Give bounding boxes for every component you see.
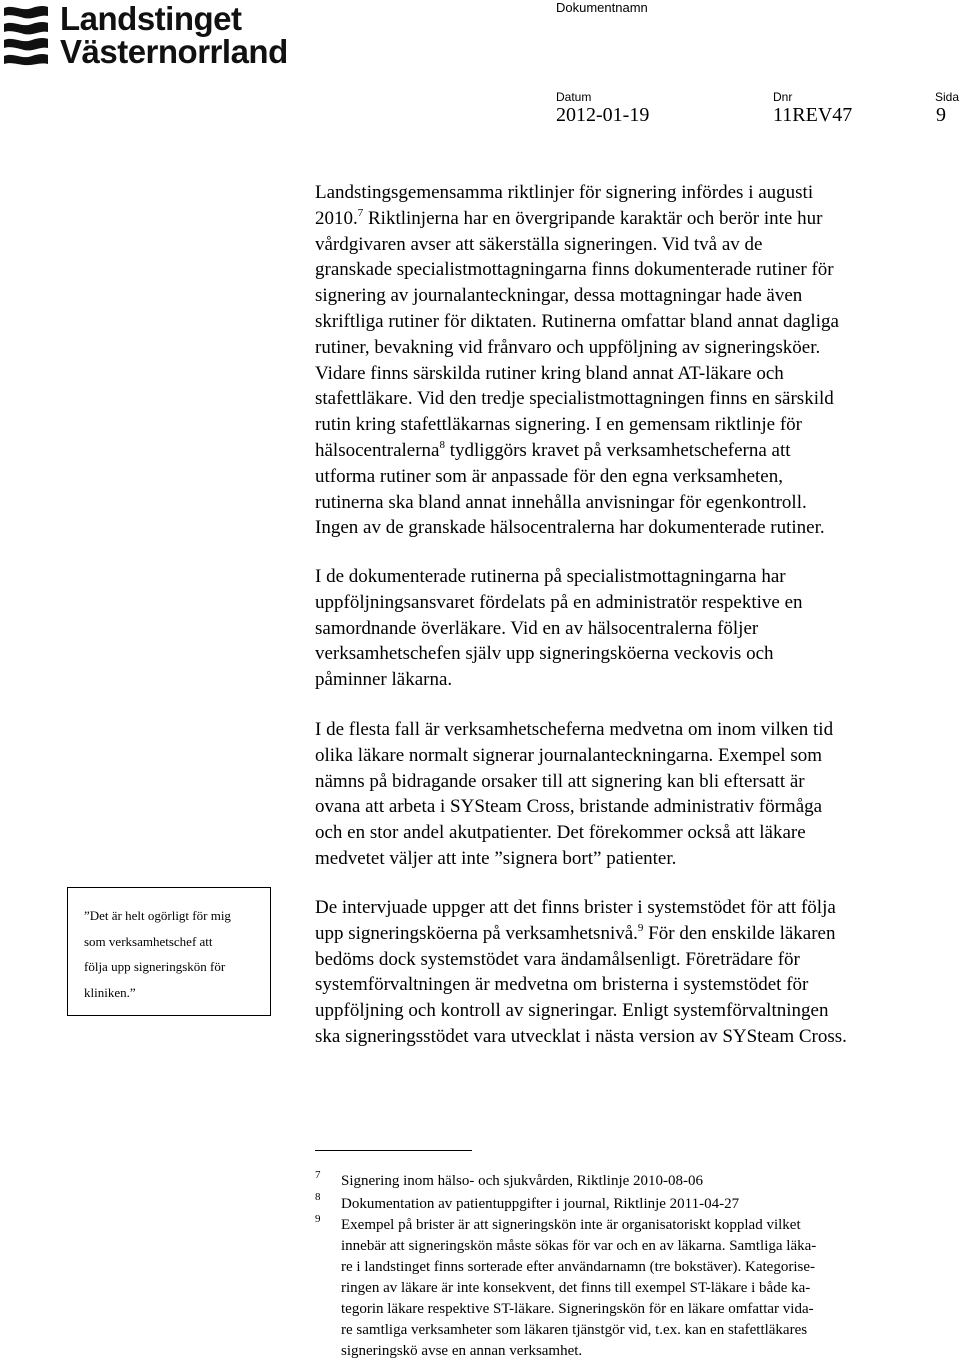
footnote-line: re samtliga verksamheter som läkaren tjänstgör vid, t.ex. kan en stafettläkares (341, 1322, 808, 1338)
footnote-8 (341, 1194, 931, 1215)
text-line: verksamhetschefen själv upp signeringsköerna veckovis och (315, 643, 774, 665)
text-line: vårdgivaren avser att säkerställa signeringen. Vid två av de (315, 233, 763, 255)
text-line: stafettläkare. Vid den tredje specialistmottagningen finns en särskild (315, 388, 834, 410)
text-line: signering av journalanteckningar, dessa mottagningar hade även (315, 285, 803, 307)
footnote-line: Signering inom hälso- och sjukvården, Riktlinje 2010-08-06 (341, 1173, 704, 1189)
text-line: I de flesta fall är verksamhetscheferna medvetna om inom vilken tid (315, 719, 834, 740)
page-label: Sida (935, 90, 960, 104)
quote-line: som verksamhetschef att (84, 933, 213, 949)
text-line: nämns på bidragande orsaker till att signering kan bli eftersatt är (315, 770, 805, 792)
footnote-9 (341, 1215, 931, 1362)
date-value: 2012-01-19 (556, 104, 650, 126)
footnote-line: Dokumentation av patientuppgifter i journal, Riktlinje 2011-04-27 (341, 1196, 740, 1212)
text-line: Landstingsgemensamma riktlinjer för signering infördes i augusti (315, 182, 814, 203)
text-line: och en stor andel akutpatienter. Det förekommer också att läkare (315, 822, 806, 844)
footnote-line: Exempel på brister är att signeringskön inte är organisatoriskt kopplad vilket (341, 1217, 801, 1233)
footnote-7 (341, 1171, 931, 1192)
text-line: rutinerna ska bland annat innehålla anvisningar för egenkontroll. (315, 491, 807, 513)
text-line: De intervjuade uppger att det finns brister i systemstödet för att följa (315, 897, 836, 918)
quote-line: ”Det är helt ogörligt för mig (84, 908, 231, 923)
text-line: I de dokumenterade rutinerna på specialistmottagningarna har (315, 566, 786, 587)
text-line: systemförvaltningen är medvetna om bristerna i systemstödet för (315, 974, 809, 996)
logo-wordmark (60, 2, 288, 68)
text-line: utforma rutiner som är anpassade för den egna verksamheten, (315, 465, 783, 487)
quote-line: kliniken.” (84, 984, 136, 1000)
logo-line-1: Landstinget (60, 0, 242, 37)
text-line: 2010.$^7$ Riktlinjerna har en övergripande karaktär och berör inte hur (315, 206, 823, 229)
paragraph-signing-delays (315, 717, 935, 872)
quote-line: följa upp signeringskön för (84, 959, 226, 974)
landstinget-logo-icon (2, 4, 50, 66)
text-line: granskade specialistmottagningarna finns dokumenterade rutiner för (315, 259, 834, 281)
dnr-label: Dnr (773, 90, 793, 104)
text-line: påminner läkarna. (315, 669, 453, 691)
footnote-line: re i landstinget finns sorterade efter användarnamn (tre bokstäver). Kategorise- (341, 1259, 815, 1275)
text-line: hälsocentralerna$^8$ tydliggörs kravet på verksamhetscheferna att (315, 438, 791, 461)
dnr-value: 11REV47 (773, 104, 853, 126)
paragraph-system-support (315, 895, 935, 1050)
footnote-separator (315, 1150, 472, 1151)
text-line: Vidare finns särskilda rutiner kring bland annat AT-läkare och (315, 362, 784, 384)
organization-logo (0, 2, 310, 68)
text-line: uppföljning och kontroll av signeringar. Enligt systemförvaltningen (315, 1000, 829, 1022)
footnote-ref-9: 9 (637, 921, 644, 934)
logo-line-2: Västernorrland (60, 33, 288, 70)
text-line: skriftliga rutiner för diktaten. Rutinerna omfattar bland annat dagliga (315, 310, 839, 332)
text-line: samordnande överläkare. Vid en av hälsocentralerna följer (315, 617, 759, 639)
paragraph-signing-routines (315, 180, 935, 541)
text-line: upp signeringsköerna på verksamhetsnivå.$^9$ För den enskilde läkaren (315, 921, 836, 944)
text-line: bedöms dock systemstödet vara ändamålsenligt. Företrädare för (315, 948, 800, 970)
text-line: rutiner, bevakning vid frånvaro och uppföljning av signeringsköer. (315, 336, 821, 358)
footnote-number-8: 8 (315, 1191, 321, 1203)
text-line: ska signeringsstödet vara utvecklat i nästa version av SYSteam Cross. (315, 1025, 847, 1047)
text-line: ovana att arbeta i SYSteam Cross, bristande administrativ förmåga (315, 796, 823, 818)
footnote-ref-8: 8 (439, 438, 445, 451)
text-line: Ingen av de granskade hälsocentralerna har dokumenterade rutiner. (315, 517, 825, 539)
footnote-line: signeringskö avse en annan verksamhet. (341, 1343, 583, 1359)
pull-quote-box (67, 887, 271, 1016)
footnote-line: tegorin läkare respektive ST-läkare. Signeringskön för en läkare omfattar vida- (341, 1301, 814, 1317)
page-number: 9 (936, 104, 946, 126)
date-label: Datum (556, 90, 592, 104)
text-line: olika läkare normalt signerar journalanteckningarna. Exempel som (315, 744, 823, 766)
text-line: medvetet väljer att inte ”signera bort” patienter. (315, 847, 677, 869)
footnote-ref-7: 7 (357, 206, 364, 219)
document-name: Dokumentnamn (556, 0, 648, 15)
footnote-line: ringen av läkare är inte konsekvent, det finns till exempel ST-läkare i både ka- (341, 1280, 811, 1296)
footnote-number-7: 7 (315, 1169, 321, 1181)
text-line: rutin kring stafettläkarnas signering. I en gemensam riktlinje för (315, 414, 802, 436)
paragraph-follow-up-responsibility (315, 564, 935, 693)
text-line: uppföljningsansvaret fördelats på en administratör respektive en (315, 591, 803, 613)
footnote-line: innebär att signeringskön måste sökas för var och en av läkarna. Samtliga läka- (341, 1238, 817, 1254)
footnote-number-9: 9 (315, 1213, 321, 1225)
